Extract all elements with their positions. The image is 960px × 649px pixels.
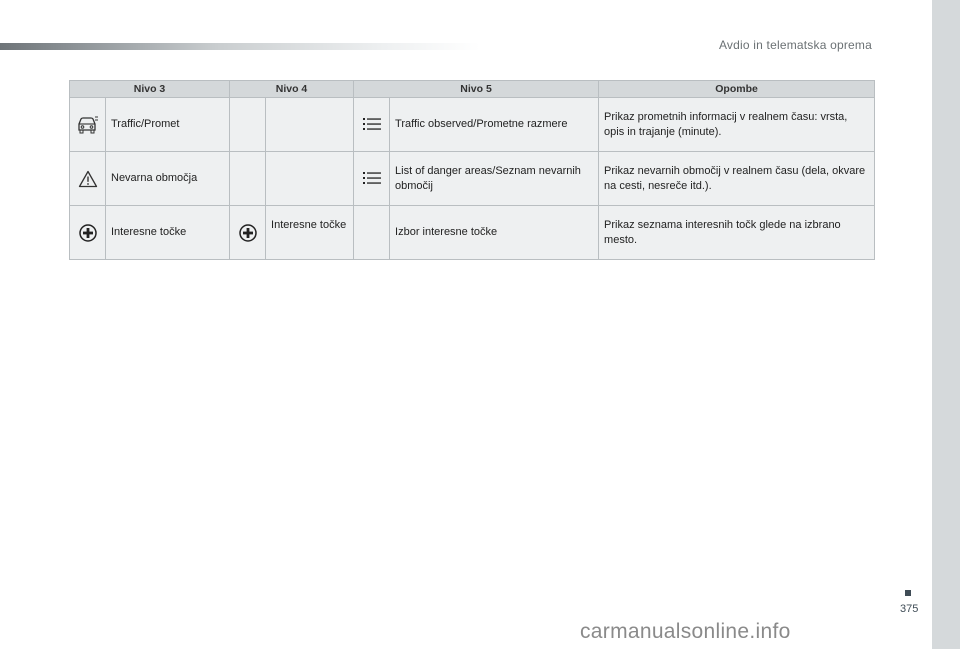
table-header-row xyxy=(70,81,875,98)
page-number: 375 xyxy=(900,603,919,615)
cell-empty xyxy=(230,152,266,206)
table-row xyxy=(70,206,875,260)
list-icon xyxy=(354,171,389,187)
cell-note: Prikaz seznama interesnih točk glede na izbrano mesto. xyxy=(599,206,875,260)
header-gradient-bar xyxy=(0,43,480,50)
cell-icon xyxy=(230,206,266,260)
warning-triangle-icon xyxy=(70,170,105,188)
cell-icon xyxy=(354,98,390,152)
cell-level4 xyxy=(266,152,354,206)
cell-note: Prikaz nevarnih območij v realnem času (dela, okvare na cesti, nesreče itd.). xyxy=(599,152,875,206)
traffic-car-icon xyxy=(70,115,105,135)
section-title: Avdio in telematska oprema xyxy=(718,38,872,52)
poi-plus-icon xyxy=(70,223,105,243)
cell-icon xyxy=(354,152,390,206)
col-header-nivo-3: Nivo 3 xyxy=(70,81,230,98)
col-header-nivo-4: Nivo 4 xyxy=(230,81,354,98)
col-header-opombe: Opombe xyxy=(599,81,875,98)
cell-level5: Traffic observed/Prometne razmere xyxy=(390,98,599,152)
cell-level3: Interesne točke xyxy=(106,206,230,260)
table-row xyxy=(70,98,875,152)
list-icon xyxy=(354,117,389,133)
cell-level4: Interesne točke xyxy=(266,206,354,260)
cell-level4 xyxy=(266,98,354,152)
cell-level5: Izbor interesne točke xyxy=(390,206,599,260)
page-marker xyxy=(905,590,911,596)
side-strip xyxy=(932,0,960,649)
watermark: carmanualsonline.info xyxy=(580,620,791,643)
cell-icon xyxy=(70,152,106,206)
cell-level3: Nevarna območja xyxy=(106,152,230,206)
menu-table xyxy=(69,80,875,260)
cell-empty xyxy=(354,206,390,260)
col-header-nivo-5: Nivo 5 xyxy=(354,81,599,98)
cell-level5: List of danger areas/Seznam nevarnih območij xyxy=(390,152,599,206)
cell-level3: Traffic/Promet xyxy=(106,98,230,152)
cell-icon xyxy=(70,206,106,260)
poi-plus-icon xyxy=(230,223,265,243)
cell-icon xyxy=(70,98,106,152)
cell-note: Prikaz prometnih informacij v realnem času: vrsta, opis in trajanje (minute). xyxy=(599,98,875,152)
cell-empty xyxy=(230,98,266,152)
table-row xyxy=(70,152,875,206)
